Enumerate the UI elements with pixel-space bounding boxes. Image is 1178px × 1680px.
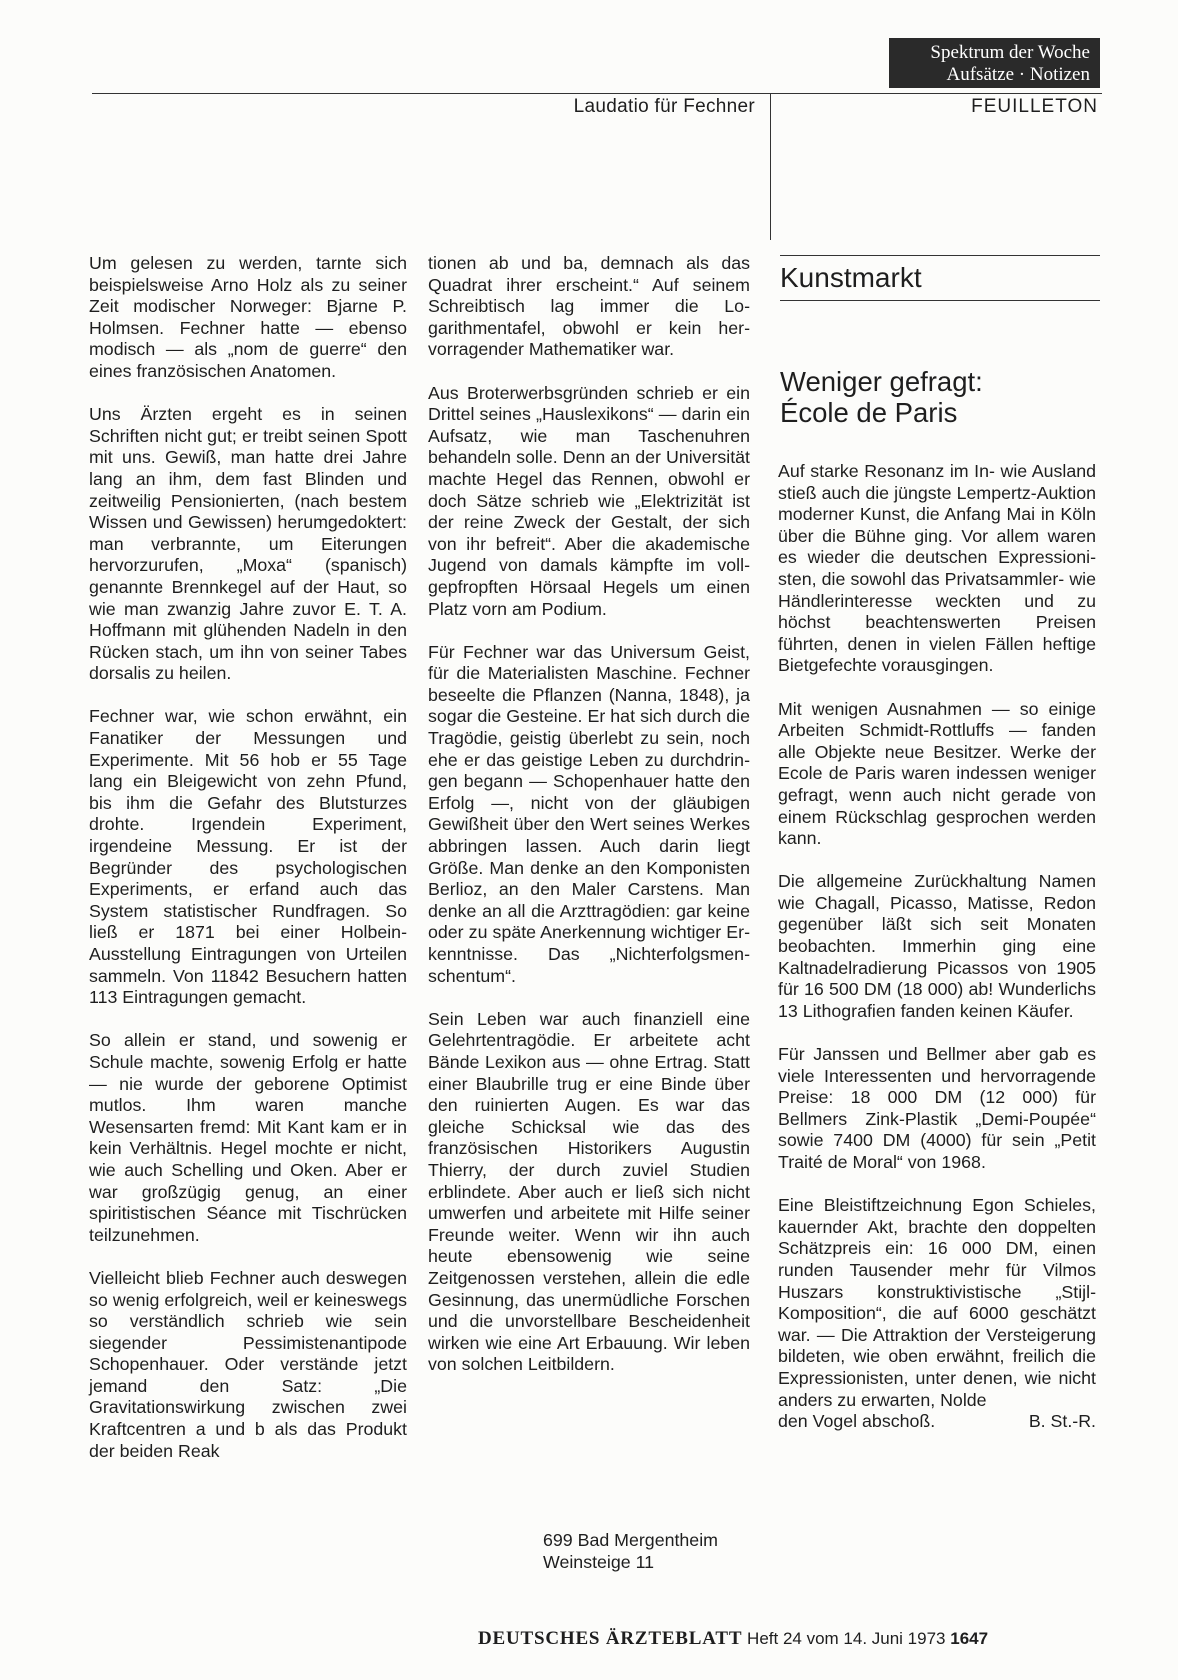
headline-line-1: Weniger gefragt: [780,366,983,397]
headline-line-2: École de Paris [780,397,958,428]
issue-info: Heft 24 vom 14. Juni 1973 [747,1629,946,1648]
section-title: Kunstmarkt [780,262,922,293]
section-running-title: FEUILLETON [971,96,1098,117]
closing-line [778,1411,1096,1433]
paragraph: Für Fechner war das Universum Geist, für die Materialisten Maschine. Fechner beseelte die Pflanzen (Nanna, 1848), ja sogar die Gesteine. Er hat sich durch die Tragödie, geistig überlebt zu sein, noch ehe er das geistige Leben zu durchdringen begann — Schopenhauer hatte den Erfolg —, nicht von der gläubigen Gewißheit über den Wert seines Werkes abbringen lassen. Auch darin liegt Größe. Man denke an den Komponisten Berlioz, an den Maler Carstens. Man denke an all die Arzttragödien: gar keine oder zu späte Anerkennung wichtiger Erkenntnisse. Das „Nichterfolgsmenschentum“. [428,641,750,986]
author-signature: B. St.-R. [1028,1411,1096,1432]
page-number: 1647 [950,1629,989,1648]
section-badge [889,38,1100,88]
section-rule-bottom [780,300,1100,301]
address-line-2: Weinsteige 11 [543,1552,655,1572]
badge-line-1: Spektrum der Woche [930,42,1090,63]
article-column-2 [428,253,750,1397]
article-headline [780,366,983,428]
paragraph: Uns Ärzten ergeht es in seinen Schriften nicht gut; er treibt seinen Spott mit uns. Gewiß, man hatte drei Jahre lang an ihm, dem fast Blinden und zeitweilig Pensionierten, (nach bestem Wissen und Gewissen) herumgedoktert: man verbrannte, um Eiterungen hervorzurufen, „Moxa“ (spanisch) genannte Brennkegel auf der Haut, so wie man zwanzig Jahre zuvor E. T. A. Hoffmann mit glühenden Nadeln in den Rücken stach, um ihn von seiner Tabes dorsalis zu heilen. [89,404,407,684]
header-divider [770,93,771,240]
paragraph: Fechner war, wie schon erwähnt, ein Fanatiker der Messungen und Experimente. Mit 56 hob er 55 Tage lang ein Bleigewicht von zehn Pfund, bis ihm die Gefahr des Blutsturzes drohte. Irgendein Experiment, irgendeine Messung. Er ist der Begründer des psychologischen Experiments, er erfand auch das System statistischer Rundfragen. So ließ er 1871 bei einer Holbein-Ausstellung Eintragungen von Urteilen sammeln. Von 11842 Besuchern hatten 113 Eintragungen gemacht. [89,706,407,1008]
page-footer [478,1628,988,1650]
paragraph: Eine Bleistiftzeichnung Egon Schieles, kauernder Akt, brachte den doppelten Schätzpreis ein: 16 000 DM, einen runden Tausender mehr für Vilmos Huszars konstruktivistische „Stijl-Komposition“, die auf 6000 geschätzt war. — Die Attraktion der Versteigerung bildeten, wie oben erwähnt, freilich die Expressionisten, unter denen, wie nicht anders zu erwarten, Nolde [778,1195,1096,1410]
paragraph: Sein Leben war auch finanziell eine Gelehrtentragödie. Er arbeitete acht Bände Lexikon aus — ohne Ertrag. Statt einer Blaubrille trug er eine Binde über den ruinierten Augen. Es war das gleiche Schicksal wie das des französischen Historikers Augustin Thierry, der durch zuviel Studien erblindete. Aber auch er ließ sich nicht umwerfen und arbeitete mit Hilfe seiner Freunde weiter. Wenn wir ihn auch heute ebensowenig wie seine Zeitgenossen verstehen, allein die edle Gesinnung, das unermüdliche Forschen und die unvorstellbare Bescheidenheit wirken wie eine Art Erbauung. Wir leben von solchen Leitbildern. [428,1008,750,1375]
paragraph: Aus Broterwerbsgründen schrieb er ein Drittel seines „Hauslexikons“ — darin ein Aufsatz, wie man Taschenuhren behandeln solle. Denn an der Universität machte Hegel das Rennen, obwohl er doch Sätze schrieb wie „Elektrizität ist der reine Zweck der Gestalt, der sich von ihr befreit“. Aber die akademische Jugend von damals kämpfte im vollgepfropften Hörsaal Hegels um einen Platz vorn am Podium. [428,382,750,619]
address-line-1: 699 Bad Mergentheim [543,1530,718,1550]
author-address [543,1529,718,1573]
paragraph: So allein er stand, und sowenig er Schule machte, sowenig Erfolg er hatte — nie wurde der geborene Optimist mutlos. Ihm waren manche Wesensarten fremd: Mit Kant kam er in kein Verhältnis. Hegel mochte er nicht, wie auch Schelling und Oken. Aber er war großzügig genug, an einer spiritistischen Séance mit Tischrücken teilzunehmen. [89,1030,407,1245]
paragraph: Mit wenigen Ausnahmen — so einige Arbeiten Schmidt-Rottluffs — fanden alle Objekte neue Besitzer. Werke der Ecole de Paris waren indessen weniger gefragt, wenn auch nicht gerade von einem Rückschlag gesprochen werden kann. [778,698,1096,849]
paragraph: Auf starke Resonanz im In- wie Ausland stieß auch die jüngste Lempertz-Auktion moderner Kunst, die Anfang Mai in Köln über die Bühne ging. Vor allem waren es wieder die deutschen Expressionisten, die sowohl das Privatsammler- wie Händlerinteresse weckten und zu höchst beachtenswerten Preisen führten, denen in vielen Fällen heftige Bietgefechte vorausgingen. [778,461,1096,676]
article-running-title: Laudatio für Fechner [573,96,755,117]
badge-line-2: Aufsätze · Notizen [946,64,1090,85]
paragraph: Für Janssen und Bellmer aber gab es viele Interessenten und hervorragende Preise: 18 000 DM (12 000) für Bellmers Zink-Plastik „Demi-Poupée“ sowie 7400 DM (4000) für sein „Petit Traité de Moral“ von 1968. [778,1044,1096,1172]
article-column-1 [89,253,407,1484]
paragraph: tionen ab und ba, demnach als das Quadrat ihrer erscheint.“ Auf seinem Schreibtisch lag immer die Logarithmentafel, obwohl er kein hervorragender Mathematiker war. [428,253,750,360]
section-rule-top [780,255,1100,256]
article-column-3 [778,461,1096,1433]
journal-name: DEUTSCHES ÄRZTEBLATT [478,1628,743,1649]
paragraph: Vielleicht blieb Fechner auch deswegen so wenig erfolgreich, weil er keineswegs so verständlich schrieb wie sein siegender Pessimistenantipode Schopenhauer. Oder verstände jetzt jemand den Satz: „Die Gravitationswirkung zwischen zwei Kraftcentren a und b als das Produkt der beiden Reak [89,1267,407,1461]
paragraph: Die allgemeine Zurückhaltung Namen wie Chagall, Picasso, Matisse, Redon gegenüber läßt sich seit Monaten beobachten. Immerhin ging eine Kaltnadelradierung Picassos von 1905 für 16 500 DM (18 000) ab! Wunderlichs 13 Lithografien fanden keinen Käufer. [778,871,1096,1021]
header-rule [92,93,1102,94]
paragraph: Um gelesen zu werden, tarnte sich beispielsweise Arno Holz als zu seiner Zeit modischer Norweger: Bjarne P. Holmsen. Fechner hatte — ebenso modisch — als „nom de guerre“ den eines französischen Anatomen. [89,253,407,381]
closing-text: den Vogel abschoß. [778,1411,936,1432]
